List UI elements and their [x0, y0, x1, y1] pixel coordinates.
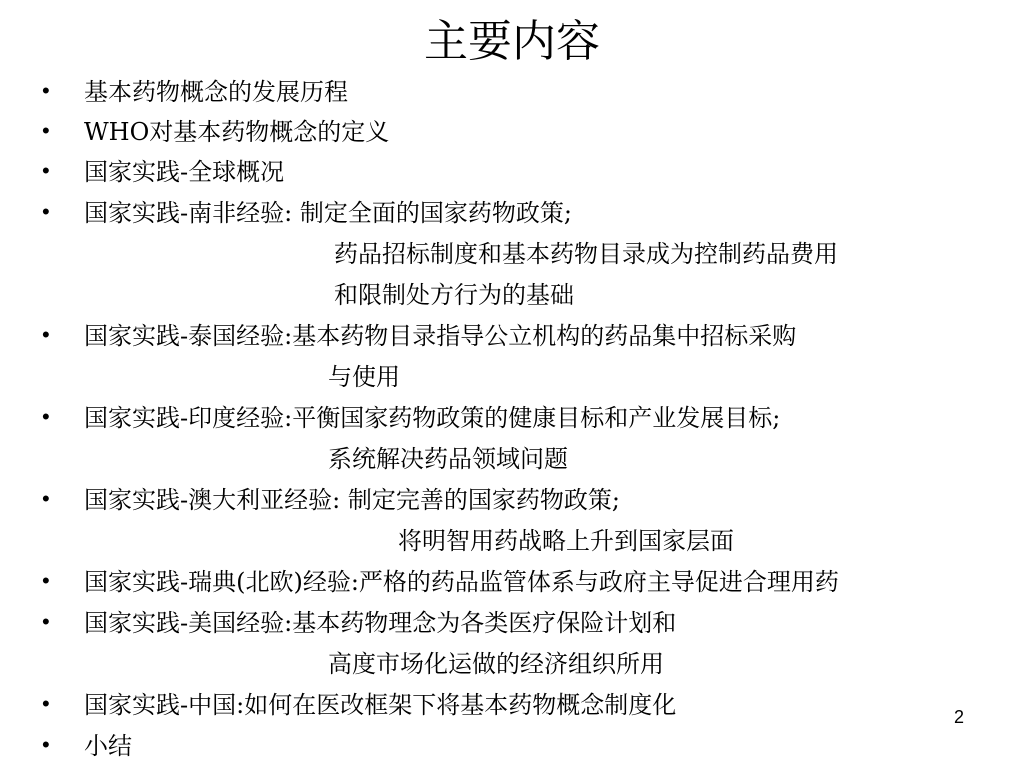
bullet-continuation: 高度市场化运做的经济组织所用	[328, 650, 664, 678]
bullet-text: 国家实践-南非经验: 制定全面的国家药物政策;	[84, 199, 572, 227]
bullet-text: 国家实践-全球概况	[84, 158, 285, 186]
bullet-text: 国家实践-澳大利亚经验: 制定完善的国家药物政策;	[84, 486, 620, 514]
bullet-icon: •	[42, 732, 50, 757]
bullet-text: 国家实践-泰国经验:基本药物目录指导公立机构的药品集中招标采购	[84, 322, 797, 350]
bullet-text: 国家实践-美国经验:基本药物理念为各类医疗保险计划和	[84, 609, 677, 637]
bullet-text: 国家实践-印度经验:平衡国家药物政策的健康目标和产业发展目标;	[84, 404, 781, 432]
bullet-icon: •	[42, 486, 50, 511]
bullet-continuation: 将明智用药战略上升到国家层面	[398, 527, 734, 555]
bullet-text: 小结	[84, 732, 132, 760]
bullet-continuation: 与使用	[328, 363, 400, 391]
bullet-icon: •	[42, 199, 50, 224]
bullet-text: 基本药物概念的发展历程	[84, 78, 348, 106]
slide-title: 主要内容	[424, 16, 600, 67]
bullet-text: 国家实践-中国:如何在医改框架下将基本药物概念制度化	[84, 691, 677, 719]
bullet-icon: •	[42, 568, 50, 593]
bullet-icon: •	[42, 691, 50, 716]
bullet-continuation: 系统解决药品领域问题	[328, 445, 568, 473]
bullet-continuation: 和限制处方行为的基础	[334, 281, 574, 309]
bullet-text: WHO对基本药物概念的定义	[84, 118, 390, 146]
bullet-icon: •	[42, 404, 50, 429]
bullet-icon: •	[42, 609, 50, 634]
bullet-icon: •	[42, 118, 50, 143]
page-number: 2	[953, 707, 964, 727]
bullet-icon: •	[42, 322, 50, 347]
bullet-text: 国家实践-瑞典(北欧)经验:严格的药品监管体系与政府主导促进合理用药	[84, 568, 839, 596]
bullet-continuation: 药品招标制度和基本药物目录成为控制药品费用	[334, 240, 838, 268]
bullet-icon: •	[42, 158, 50, 183]
bullet-icon: •	[42, 78, 50, 103]
